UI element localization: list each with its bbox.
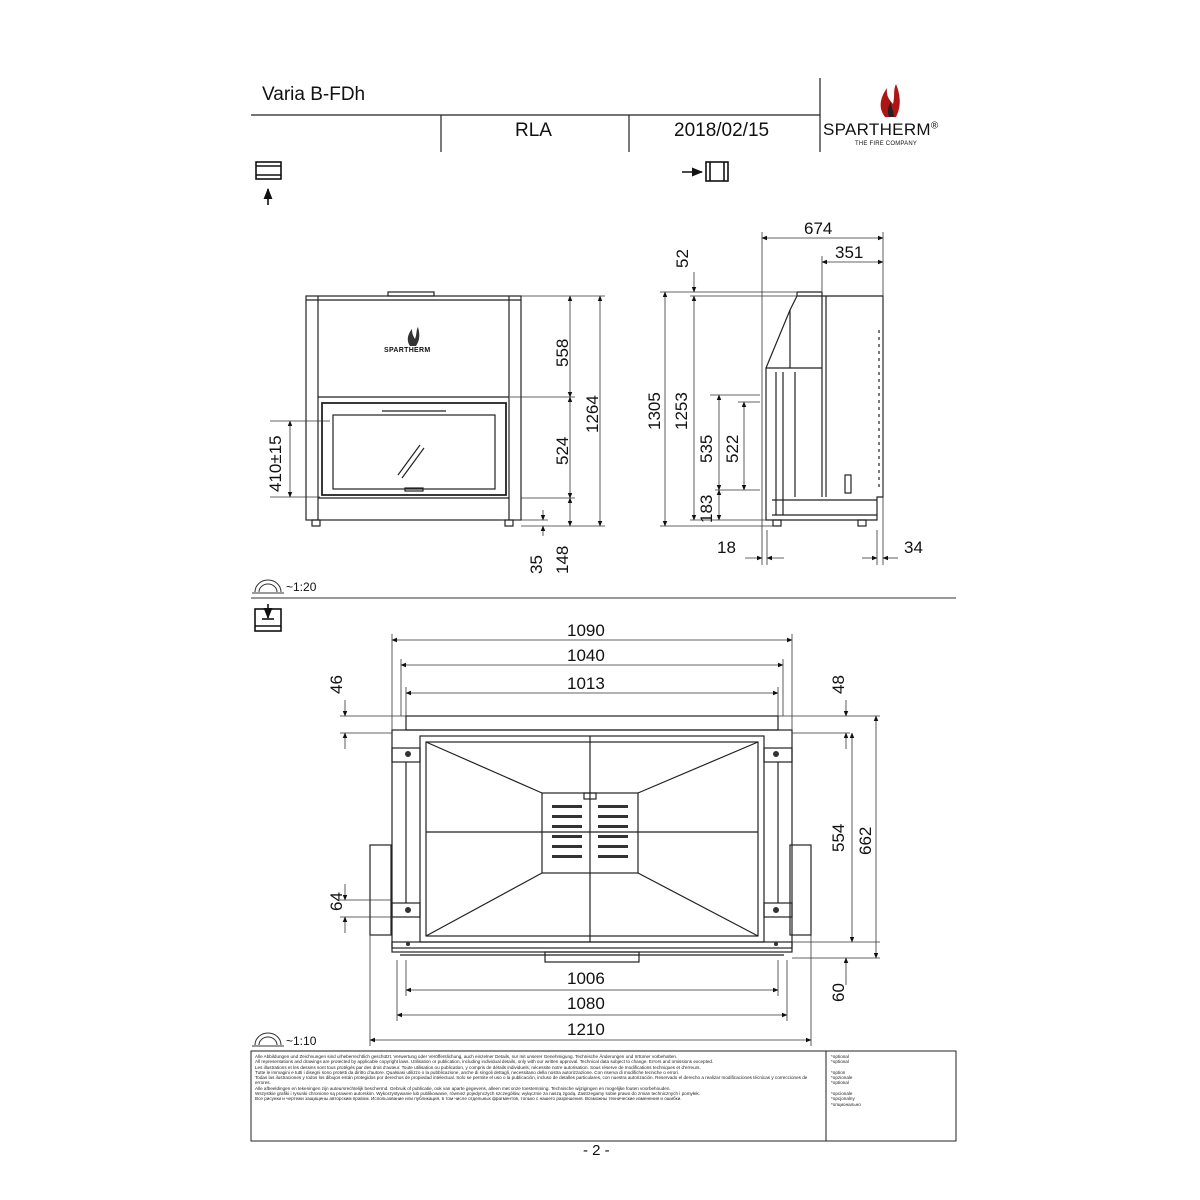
dim-18: 18 — [717, 538, 736, 557]
brand-name: SPARTHERM — [823, 120, 931, 139]
dim-1080: 1080 — [567, 994, 605, 1013]
dim-1090: 1090 — [567, 621, 605, 640]
optional-note: *opcjonalny — [831, 1096, 855, 1102]
optional-note: *optional — [831, 1054, 849, 1059]
front-logo-flame — [408, 327, 419, 346]
page-number: - 2 - — [583, 1142, 610, 1159]
side-view-icon — [682, 162, 728, 181]
optional-note: *opzionale — [831, 1075, 853, 1081]
dim-64: 64 — [327, 892, 346, 911]
brand-tagline: THE FIRE COMPANY — [855, 141, 918, 147]
side-view-drawing — [766, 292, 883, 526]
dim-1013: 1013 — [567, 674, 605, 693]
optional-note: *option — [831, 1069, 846, 1075]
dim-554: 554 — [829, 823, 848, 852]
top-view-drawing — [370, 716, 811, 962]
dim-410: 410±15 — [266, 435, 285, 492]
front-view-icon — [256, 162, 281, 205]
optional-note: *optional — [831, 1080, 849, 1086]
dim-674: 674 — [804, 219, 833, 238]
copyright-disclaimer — [255, 1054, 823, 1102]
dim-52: 52 — [673, 249, 692, 268]
dim-535: 535 — [697, 434, 716, 463]
dim-46: 46 — [327, 675, 346, 694]
disclaimer-line: Все рисунки и чертежи защищены авторским правом. Использование или публикация, в том числе отдельных фрагментов, только с нашего разрешения. Возможны технические изменения и ошибки. — [255, 1096, 682, 1102]
optional-note: *opcionale — [831, 1091, 853, 1097]
dim-34: 34 — [904, 538, 923, 557]
dim-522: 522 — [723, 434, 742, 463]
dim-1210: 1210 — [567, 1020, 605, 1039]
registered-mark: ® — [930, 120, 939, 132]
dim-351: 351 — [835, 243, 864, 262]
model-title: Varia B-FDh — [262, 84, 366, 105]
optional-notes — [831, 1054, 951, 1107]
disclaimer-line: Les illustrations et les dessins sont tous protégés par des droit d'auteur. Toute utilisation ou publication, y compris de détails individuels, nécessite notre autorisation. Sous réserve de modifications techniques et d'erreurs. — [255, 1064, 701, 1070]
brand-logo — [823, 120, 939, 140]
dim-1006: 1006 — [567, 969, 605, 988]
spartherm-flame-logo — [881, 84, 900, 117]
disclaimer-line: All representations and drawings are protected by applicable copyright laws. Utilisation or publication, including individual details, only with our written approval. Technical data subject to change. Errors and omissions excepted. — [255, 1059, 714, 1065]
dim-1040: 1040 — [567, 646, 605, 665]
front-dimension-lines — [270, 296, 605, 536]
front-panel-logo: SPARTHERM — [384, 347, 431, 354]
dim-524: 524 — [553, 436, 572, 465]
scale-upper: ~1:20 — [286, 580, 317, 594]
top-view-icon — [255, 604, 281, 631]
dim-148: 148 — [553, 545, 572, 574]
scale-icon-lower — [252, 1033, 284, 1046]
disclaimer-line: Alle Abbildungen und Zeichnungen sind urheberrechtlich geschützt. Verwertung oder Veröffentlichung, auch einzelner Details, nur mit unserer Genehmigung. Technische Änderungen und Irrtümer vorbehalten. — [255, 1054, 678, 1059]
drawing-date: 2018/02/15 — [674, 120, 770, 141]
scale-icon-upper — [252, 580, 284, 593]
dim-558: 558 — [553, 338, 572, 367]
top-dimension-lines — [340, 634, 880, 1046]
disclaimer-line: Wszystkie grafiki i rysunki chronione są prawem autorskim. Wykorzystywanie lub publikowanie, również pojedynczych szczegółów, wyłącznie za naszą zgodą. Zastrzegamy sobie prawo do zmian technicznych i pomyłek. — [255, 1091, 700, 1097]
dim-35: 35 — [527, 555, 546, 574]
dim-60: 60 — [829, 983, 848, 1002]
dim-183: 183 — [697, 494, 716, 523]
disclaimer-line: Tutte le immagini e tutti i disegni sono protetti da diritto d'autore. Qualsiasi utilizzo o la pubblicazione, anche di singoli dettagli, necessitano della nostra autorizzazione. Con riserva di modifiche tecniche o errori. — [255, 1069, 680, 1075]
dim-1253: 1253 — [672, 392, 691, 430]
scale-lower: ~1:10 — [286, 1034, 317, 1048]
dim-662: 662 — [856, 826, 875, 855]
front-view-drawing — [306, 292, 521, 526]
dim-1264: 1264 — [583, 395, 602, 433]
optional-note: *опционально — [831, 1101, 861, 1107]
optional-note: *optional — [831, 1059, 849, 1065]
disclaimer-line: Alle afbeeldingen en tekeningen zijn auteursrechtelijk beschermd. Gebruik of publicatie, ook van aparte gegevens, alleen met onze toestemming. Technische wijzigingen en mogelijke fouten voorbehouden. — [255, 1085, 671, 1091]
disclaimer-line: Todas las ilustraciones y todos los dibujos están protegidos por derechos de propiedad intelectual. Solo se permite el uso o la publicación, incluso de detalles particulares, con nuestra autorización. Reservado el derecho a realizar modificaciones técnicas y correcciones de errores. — [255, 1075, 808, 1086]
dim-1305: 1305 — [645, 392, 664, 430]
variant-code: RLA — [515, 120, 552, 141]
dim-48: 48 — [829, 675, 848, 694]
